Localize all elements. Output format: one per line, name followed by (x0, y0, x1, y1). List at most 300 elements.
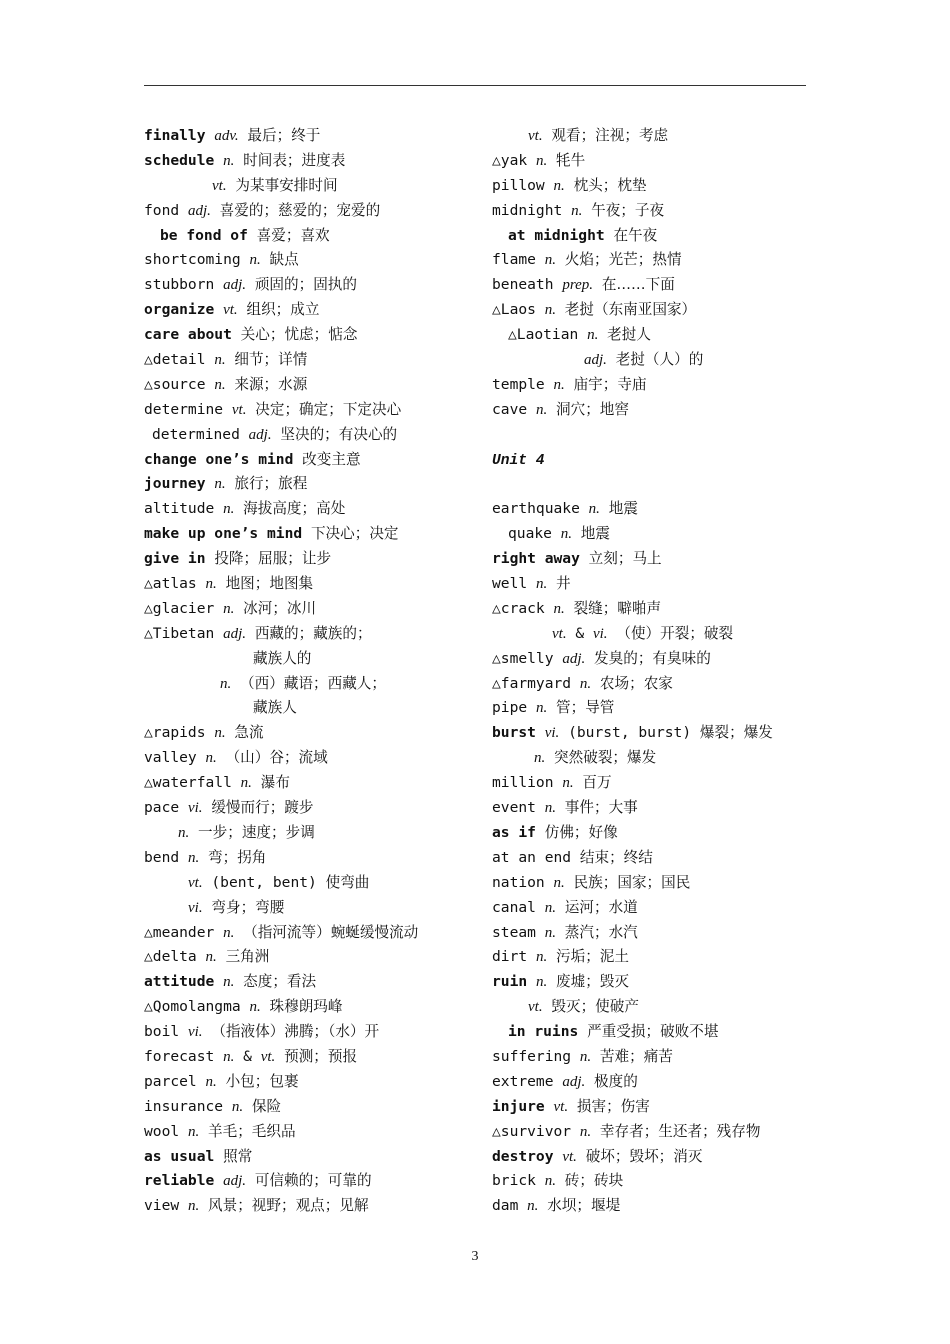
headword: midnight (492, 201, 563, 219)
headword-bold: as usual (144, 1147, 215, 1165)
meaning: 细节；详情 (234, 351, 308, 369)
vocab-entry (144, 323, 484, 348)
meaning: 裂缝；噼啪声 (573, 599, 662, 617)
headword: view (144, 1197, 180, 1215)
vocab-entry (492, 472, 812, 497)
headword: △survivor (492, 1122, 572, 1140)
meaning: 严重受损；破败不堪 (587, 1023, 719, 1041)
vocab-entry (492, 746, 812, 771)
part-of-speech: n. (535, 576, 548, 593)
meaning: 极度的 (594, 1072, 638, 1090)
headword-bold: care about (144, 326, 232, 344)
part-of-speech: n. (544, 800, 556, 817)
meaning: 下决心；决定 (310, 525, 399, 543)
meaning: 弯；拐角 (208, 848, 267, 866)
meaning: 地图；地图集 (225, 575, 314, 593)
vocab-entry (492, 1194, 812, 1219)
headword: △source (144, 375, 206, 393)
part-of-speech: adj. (562, 650, 586, 667)
vocab-entry (492, 821, 812, 846)
meaning: 砖；砖块 (564, 1172, 624, 1190)
vocab-entry (492, 995, 812, 1020)
part-of-speech: n. (579, 675, 592, 692)
part-of-speech: n. (535, 949, 548, 966)
headword-bold: injure (492, 1097, 545, 1115)
part-of-speech: vt. (260, 1048, 276, 1065)
headword-bold: organize (144, 301, 215, 319)
vocab-entry (144, 1045, 484, 1070)
part-of-speech: n. (205, 576, 217, 593)
meaning: 缺点 (269, 251, 299, 269)
part-of-speech: n. (205, 1073, 217, 1090)
vocab-entry (492, 647, 812, 672)
vocab-entry (144, 921, 484, 946)
header-rule (144, 85, 806, 86)
headword: beneath (492, 276, 554, 294)
headword-bold: give in (144, 550, 206, 568)
headword: △glacier (144, 599, 215, 617)
headword: △farmyard (492, 674, 572, 692)
vocab-entry (144, 846, 484, 871)
headword: at an end (492, 848, 572, 866)
meaning: （使）开裂；破裂 (616, 624, 734, 642)
headword: pillow (492, 176, 545, 194)
headword: parcel (144, 1072, 197, 1090)
vocab-entry (492, 672, 812, 697)
part-of-speech: n. (178, 824, 190, 841)
vocab-entry (144, 1194, 484, 1219)
vocab-entry (144, 124, 484, 149)
part-of-speech: vt. (188, 874, 203, 891)
meaning: 破坏；毁坏；消灭 (585, 1147, 703, 1165)
part-of-speech: n. (223, 501, 235, 518)
vocab-entry (144, 945, 484, 970)
part-of-speech: n. (553, 874, 565, 891)
vocab-entry (492, 398, 812, 423)
vocab-entry (492, 273, 812, 298)
part-of-speech: adj. (223, 625, 247, 642)
vocab-entry (492, 1120, 812, 1145)
vocab-entry (144, 1145, 484, 1170)
headword: △Laotian (508, 326, 579, 344)
vocab-entry (144, 572, 484, 597)
vocab-entry (492, 896, 812, 921)
vocab-entry (144, 746, 484, 771)
vocab-entry (144, 672, 484, 697)
vocab-entry (144, 522, 484, 547)
headword: well (492, 575, 528, 593)
vocab-entry (144, 149, 484, 174)
part-of-speech: adj. (584, 352, 607, 369)
vocab-entry (144, 248, 484, 273)
meaning: 海拔高度；高处 (243, 500, 346, 518)
meaning: 结束；终结 (579, 848, 653, 866)
vocab-entry (492, 1145, 812, 1170)
meaning: （西）藏语；西藏人； (240, 674, 386, 692)
meaning: 仿佛；好像 (544, 823, 618, 841)
meaning: 决定；确定；下定决心 (255, 400, 402, 418)
headword: △yak (492, 151, 528, 169)
part-of-speech: n. (187, 849, 200, 866)
headword: insurance (144, 1097, 224, 1115)
vocab-entry (492, 1020, 812, 1045)
vocab-entry (144, 1169, 484, 1194)
vocab-entry (144, 771, 484, 796)
headword: canal (492, 898, 536, 916)
meaning: 突然破裂；爆发 (554, 749, 657, 767)
meaning: 庙宇；寺庙 (573, 375, 647, 393)
meaning: 幸存者；生还者；残存物 (599, 1122, 761, 1140)
meaning: 在午夜 (613, 226, 658, 244)
headword: △crack (492, 599, 545, 617)
part-of-speech: n. (220, 675, 232, 692)
meaning: 保险 (251, 1097, 282, 1115)
meaning: 牦牛 (556, 151, 586, 169)
part-of-speech: vi. (187, 800, 203, 817)
part-of-speech: n. (187, 1123, 200, 1140)
part-of-speech: n. (535, 700, 548, 717)
headword: suffering (492, 1047, 572, 1065)
part-of-speech: vt. (528, 999, 543, 1016)
page-number: 3 (471, 1249, 479, 1264)
headword: bend (144, 848, 180, 866)
part-of-speech: adj. (187, 202, 211, 219)
meaning: 老挝（人）的 (615, 351, 704, 369)
headword: △Qomolangma (144, 998, 241, 1016)
part-of-speech: n. (579, 1123, 592, 1140)
meaning: （指河流等）蜿蜒缓慢流动 (243, 923, 419, 941)
meaning: 废墟；毁灭 (556, 973, 629, 991)
headword: event (492, 799, 536, 817)
part-of-speech: n. (223, 924, 235, 941)
part-of-speech: n. (231, 1098, 244, 1115)
meaning: 羊毛；毛织品 (208, 1122, 296, 1140)
headword-bold: make up one’s mind (144, 525, 303, 543)
meaning: 为某事安排时间 (235, 176, 338, 194)
headword: quake (508, 525, 552, 543)
headword: forecast (144, 1047, 215, 1065)
part-of-speech: n. (249, 252, 261, 269)
headword-bold: in ruins (508, 1023, 579, 1041)
headword: fond (144, 201, 180, 219)
meaning: 百万 (582, 774, 612, 792)
vocab-entry (492, 622, 812, 647)
vocab-entry (144, 199, 484, 224)
part-of-speech: n. (214, 725, 226, 742)
part-of-speech: n. (544, 302, 556, 319)
vocab-entry (492, 721, 812, 746)
meaning: 爆裂；爆发 (699, 724, 773, 742)
part-of-speech: prep. (562, 277, 594, 294)
part-of-speech: n. (544, 924, 556, 941)
meaning: 农场；农家 (599, 674, 673, 692)
headword: & (575, 624, 585, 642)
vocab-entry (144, 1070, 484, 1095)
meaning: 西藏的；藏族的； (254, 624, 372, 642)
part-of-speech: vt. (212, 177, 227, 194)
vocab-entry (144, 721, 484, 746)
meaning: 缓慢而行；踱步 (211, 799, 314, 817)
headword: valley (144, 749, 197, 767)
vocab-entry (144, 597, 484, 622)
meaning: 观看；注视；考虑 (551, 127, 669, 144)
vocab-entry (144, 970, 484, 995)
headword: (bent, bent) (211, 873, 317, 891)
headword: △smelly (492, 649, 554, 667)
headword-bold: as if (492, 823, 536, 841)
meaning: 冰河；冰川 (243, 599, 317, 617)
vocab-entry (144, 373, 484, 398)
vocab-entry (144, 174, 484, 199)
meaning: 预测；预报 (284, 1047, 358, 1065)
meaning: 民族；国家；国民 (573, 873, 691, 891)
vocab-entry (492, 771, 812, 796)
part-of-speech: n. (553, 600, 565, 617)
meaning: 藏族人的 (253, 649, 312, 667)
headword: million (492, 774, 554, 792)
headword-bold: reliable (144, 1172, 215, 1190)
meaning: 组织；成立 (246, 301, 320, 319)
headword: △Tibetan (144, 624, 215, 642)
part-of-speech: n. (587, 327, 599, 344)
meaning: 时间表；进度表 (243, 151, 346, 169)
vocab-entry (492, 970, 812, 995)
meaning: 喜爱的；慈爱的；宠爱的 (219, 201, 381, 219)
headword-bold: destroy (492, 1147, 554, 1165)
vocab-entry (492, 945, 812, 970)
meaning: 老挝（东南亚国家） (564, 301, 697, 319)
vocab-column-left (144, 124, 484, 1219)
meaning: 老挝人 (607, 326, 651, 344)
headword: altitude (144, 500, 215, 518)
part-of-speech: adj. (223, 277, 247, 294)
headword: boil (144, 1023, 180, 1041)
vocab-column-right (492, 124, 812, 1219)
meaning: 水坝；堰堤 (547, 1197, 621, 1215)
vocab-entry (144, 821, 484, 846)
vocab-entry (492, 522, 812, 547)
part-of-speech: n. (588, 501, 600, 518)
headword: & (243, 1047, 252, 1065)
headword-bold: schedule (144, 151, 215, 169)
meaning: 蒸汽；水汽 (564, 923, 638, 941)
meaning: 井 (556, 575, 571, 593)
headword: △delta (144, 948, 197, 966)
vocab-entry (144, 472, 484, 497)
headword: stubborn (144, 276, 215, 294)
vocab-entry (492, 423, 812, 448)
meaning: 枕头；枕垫 (573, 176, 647, 194)
meaning: 火焰；光芒；热情 (564, 251, 682, 269)
headword-bold: journey (144, 475, 206, 493)
part-of-speech: n. (214, 352, 226, 369)
vocab-entry (144, 796, 484, 821)
vocab-entry (144, 448, 484, 473)
meaning: 苦难；痛苦 (599, 1047, 673, 1065)
part-of-speech: n. (240, 775, 252, 792)
part-of-speech: vt. (231, 401, 247, 418)
part-of-speech: n. (535, 974, 548, 991)
part-of-speech: n. (534, 750, 546, 767)
part-of-speech: n. (223, 1048, 235, 1065)
part-of-speech: vi. (187, 1024, 203, 1041)
vocab-entry (144, 871, 484, 896)
vocab-entry (144, 398, 484, 423)
meaning: 立刻；马上 (588, 550, 662, 568)
vocab-entry (492, 373, 812, 398)
meaning: 可信赖的；可靠的 (254, 1172, 372, 1190)
headword: △rapids (144, 724, 206, 742)
vocab-entry (144, 273, 484, 298)
vocab-entry (144, 497, 484, 522)
vocab-entry (492, 1169, 812, 1194)
part-of-speech: n. (223, 152, 235, 169)
part-of-speech: adv. (214, 128, 239, 144)
meaning: 三角洲 (225, 948, 270, 966)
part-of-speech: vt. (562, 1148, 577, 1165)
headword: flame (492, 251, 536, 269)
part-of-speech: vt. (528, 128, 543, 144)
vocab-entry (144, 348, 484, 373)
meaning: 改变主意 (302, 450, 361, 468)
vocab-entry (144, 547, 484, 572)
meaning: 态度；看法 (243, 973, 317, 991)
part-of-speech: n. (527, 1198, 539, 1215)
part-of-speech: n. (579, 1048, 592, 1065)
part-of-speech: vt. (223, 302, 238, 319)
headword: earthquake (492, 500, 580, 518)
part-of-speech: n. (214, 376, 226, 393)
vocab-entry (492, 497, 812, 522)
vocab-entry (492, 298, 812, 323)
headword: (burst, burst) (568, 724, 692, 742)
headword: dirt (492, 948, 528, 966)
vocab-entry (144, 622, 484, 647)
headword: wool (144, 1122, 180, 1140)
vocab-entry (492, 348, 812, 373)
headword: △waterfall (144, 774, 232, 792)
vocab-entry (144, 647, 484, 672)
vocab-entry (144, 423, 484, 448)
meaning: 发臭的；有臭味的 (594, 649, 711, 667)
meaning: 午夜；子夜 (591, 201, 665, 219)
vocab-entry (492, 796, 812, 821)
vocab-entry (144, 1020, 484, 1045)
part-of-speech: n. (187, 1198, 200, 1215)
vocab-entry (492, 448, 812, 473)
vocab-entry (492, 124, 812, 149)
vocab-entry (492, 149, 812, 174)
part-of-speech: vt. (553, 1098, 569, 1115)
part-of-speech: n. (544, 252, 556, 269)
headword: steam (492, 923, 536, 941)
part-of-speech: adj. (562, 1073, 586, 1090)
headword: pace (144, 799, 180, 817)
vocab-entry (492, 248, 812, 273)
headword-bold: finally (144, 127, 206, 144)
part-of-speech: vi. (188, 899, 203, 916)
headword: determine (144, 400, 224, 418)
part-of-speech: n. (553, 177, 565, 194)
meaning: 运河；水道 (564, 898, 638, 916)
meaning: 瀑布 (260, 774, 290, 792)
part-of-speech: n. (571, 202, 583, 219)
part-of-speech: adj. (223, 1173, 247, 1190)
unit-heading: Unit 4 (492, 452, 545, 469)
meaning: 藏族人 (253, 699, 297, 717)
part-of-speech: n. (214, 476, 226, 493)
headword: temple (492, 375, 545, 393)
vocab-entry (144, 896, 484, 921)
headword: △meander (144, 923, 215, 941)
meaning: 关心；忧虑；惦念 (240, 326, 358, 344)
vocab-entry (492, 597, 812, 622)
part-of-speech: n. (223, 974, 235, 991)
vocab-entry (144, 298, 484, 323)
headword: pipe (492, 699, 528, 717)
meaning: （指液体）沸腾；（水）开 (211, 1023, 380, 1041)
headword-bold: at midnight (508, 226, 605, 244)
meaning: 急流 (234, 724, 264, 742)
vocab-entry (492, 174, 812, 199)
meaning: 地震 (608, 500, 638, 518)
part-of-speech: n. (544, 899, 556, 916)
part-of-speech: n. (249, 999, 261, 1016)
meaning: 风景；视野；观点；见解 (208, 1197, 369, 1215)
vocab-entry (492, 572, 812, 597)
vocab-entry (144, 1120, 484, 1145)
vocab-entry (492, 1045, 812, 1070)
headword: brick (492, 1172, 536, 1190)
headword-bold: burst (492, 724, 536, 742)
meaning: 使弯曲 (325, 873, 370, 891)
meaning: 最后；终于 (247, 127, 321, 144)
headword-bold: ruin (492, 973, 528, 991)
vocab-entry (492, 1070, 812, 1095)
headword: △detail (144, 351, 206, 369)
meaning: 污垢；泥土 (556, 948, 629, 966)
part-of-speech: vi. (592, 625, 608, 642)
vocab-entry (492, 224, 812, 249)
meaning: 事件；大事 (564, 799, 638, 817)
headword: shortcoming (144, 251, 241, 269)
meaning: 喜爱；喜欢 (256, 226, 330, 244)
meaning: 照常 (223, 1147, 253, 1165)
part-of-speech: adj. (248, 426, 272, 443)
meaning: 地震 (580, 525, 610, 543)
meaning: 管；导管 (556, 699, 615, 717)
headword-bold: right away (492, 550, 580, 568)
vocab-entry (144, 1095, 484, 1120)
part-of-speech: vi. (544, 725, 560, 742)
headword-bold: change one’s mind (144, 450, 294, 468)
part-of-speech: n. (535, 152, 548, 169)
meaning: 洞穴；地窖 (556, 400, 629, 418)
meaning: 坚决的；有决心的 (280, 425, 398, 443)
headword: △Laos (492, 301, 536, 319)
vocab-entry (492, 199, 812, 224)
meaning: 珠穆朗玛峰 (269, 998, 343, 1016)
meaning: 投降；屈服；让步 (214, 550, 332, 568)
meaning: 顽固的；固执的 (254, 276, 357, 294)
headword: determined (152, 425, 240, 443)
part-of-speech: n. (562, 775, 574, 792)
headword: △atlas (144, 575, 197, 593)
meaning: 一步；速度；步调 (198, 823, 315, 841)
meaning: 在……下面 (601, 276, 675, 294)
part-of-speech: n. (205, 750, 217, 767)
vocab-entry (492, 547, 812, 572)
